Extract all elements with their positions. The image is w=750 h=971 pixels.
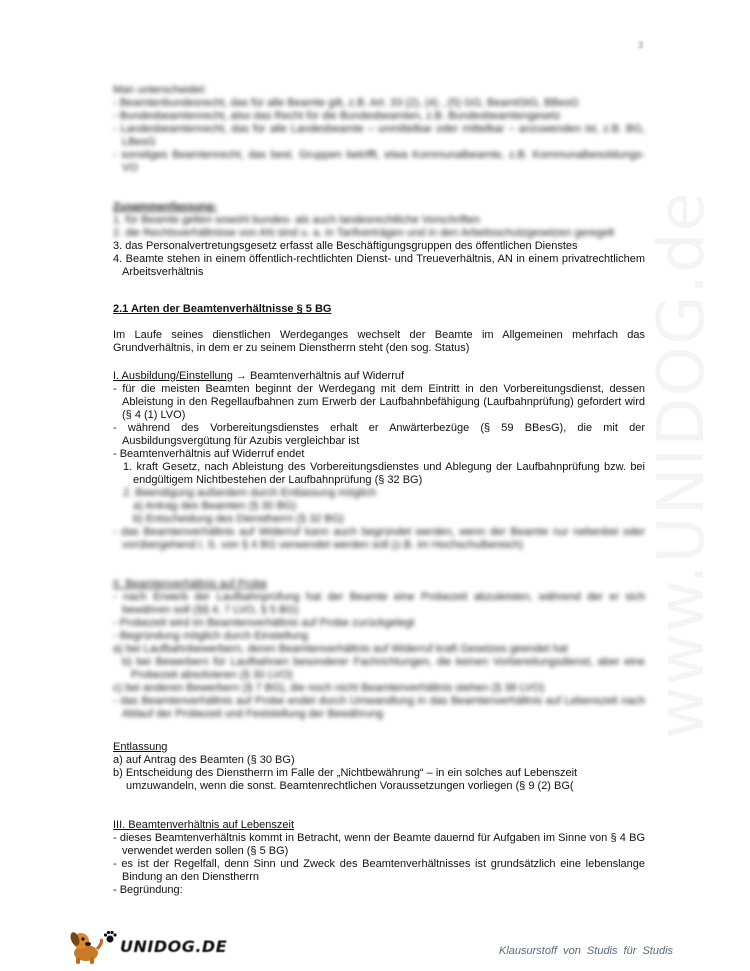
unidog-logo: [66, 926, 227, 966]
part2-item: b) bei Bewerbern für Laufbahnen besonderer Fachrichtungen, die keinen Vorbereitungsdienst, aber eine Probezeit absolvieren (§ 30 LVO): [122, 656, 645, 681]
part1-item: 2. Beendigung außerdem durch Entlassung möglich: [123, 487, 377, 499]
part2-item: a) bei Laufbahnbewerbern, deren Beamtenverhältnis auf Widerruf kraft Gesetzes geendet hat: [113, 643, 568, 655]
part2-heading: II. Beamtenverhältnis auf Probe: [113, 578, 268, 590]
intro-item: - Landesbeamtenrecht, das für alle Landesbeamte – unmittelbar oder mittelbar – anzuwenden ist, z.B. BG, LBesG: [113, 123, 645, 148]
summary-item: 2. die Rechtsverhältnisse von AN sind u. a. in Tarifverträgen und in den Arbeitsschutzgesetzen geregelt: [113, 227, 615, 239]
part1-item: b) Entscheidung des Dienstherrn (§ 32 BG): [133, 513, 344, 525]
summary-item: 4. Beamte stehen in einem öffentlich-rechtlichten Dienst- und Treueverhältnis, AN in einem privatrechtlichem Arbeitsverhältnis: [113, 253, 645, 278]
part3-heading: III. Beamtenverhältnis auf Lebenszeit: [113, 819, 294, 831]
intro-item: - Beamtenbundesrecht, das für alle Beamte gilt, z.B. Art. 33 (2), (4) , (5) GG, BeamtStG, BBesG: [113, 97, 579, 109]
paw-icon: [102, 929, 118, 945]
part1-heading-rest: → Beamtenverhältnis auf Widerruf: [232, 370, 405, 382]
part2-item: - das Beamtenverhältnis auf Probe endet durch Umwandlung in das Beamtenverhältnis auf Lebenszeit nach Ablauf der Probezeit und Feststellung der Bewährung: [113, 695, 645, 720]
part1-item: - für die meisten Beamten beginnt der Werdegang mit dem Eintritt in den Vorbereitungsdienst, dessen Ableistung in den Regellaufbahnen zum Erwerb der Laufbahnbefähigung (Laufbahnprüfung) gefordert wird (§ 4 (1) LVO): [113, 383, 645, 421]
dismissal-item: a) auf Antrag des Beamten (§ 30 BG): [113, 754, 295, 766]
part2-item: - Begründung möglich durch Einstellung: [113, 630, 309, 642]
summary-heading: Zusammenfassung:: [113, 201, 217, 213]
dismissal-item: b) Entscheidung des Dienstherrn im Falle der „Nichtbewährung“ – in ein solches auf Lebenszeit umzuwandeln, wenn die sonst. Beamtenrechtlichen Voraussetzungen vorliegen (§ 9 (2) BG(: [113, 767, 578, 792]
intro-item: - sonstiges Beamtenrecht, das best. Gruppen betrifft, etwa Kommunalbeamte, z.B. Kommunalbesoldungs-VO: [113, 149, 645, 174]
part1-item: - das Beamtenverhältnis auf Widerruf kann auch begründet werden, wenn der Beamte nur nebenbei oder vorübergehend i. S. von § 4 BG verwendet werden soll (z.B. im Hochschulbereich): [113, 526, 645, 551]
watermark-text: www.UNIDOG.de: [645, 191, 719, 739]
footer-tagline: Klausurstoff von Studis für Studis: [499, 945, 674, 957]
part1-heading: [113, 370, 645, 383]
intro-heading: Man unterscheidet:: [113, 84, 207, 96]
page-number: 3: [638, 40, 644, 50]
part1-item: - während des Vorbereitungsdienstes erhalt er Anwärterbezüge (§ 59 BBesG), die mit der Ausbildungsvergütung für Azubis vergleichbar ist: [113, 422, 645, 447]
part2-block: [113, 578, 645, 721]
part1-numbered-item: 1. kraft Gesetz, nach Ableistung des Vorbereitungsdienstes und Ablegung der Laufbahnprüfung bzw. bei endgültigem Nichtbestehen der Laufbahnprüfung (§ 32 BG): [123, 461, 645, 486]
document-body: [113, 84, 645, 897]
part3-item: - es ist der Regelfall, denn Sinn und Zweck des Beamtenverhältnisses ist grundsätzlich eine lebenslange Bindung an den Dienstherrn: [113, 858, 645, 883]
part1-item: - Beamtenverhältnis auf Widerruf endet: [113, 448, 305, 460]
section-heading: 2.1 Arten der Beamtenverhältnisse § 5 BG: [113, 303, 332, 315]
part3-item: - Begründung:: [113, 884, 183, 896]
part3-item: - dieses Beamtenverhältnis kommt in Betracht, wenn der Beamte dauernd für Aufgaben im Sinne von § 4 BG verwendet werden sollen (§ 5 BG): [113, 832, 645, 857]
summary-item: 3. das Personalvertretungsgesetz erfasst alle Beschäftigungsgruppen des öffentlichen Dienstes: [113, 240, 578, 252]
logo-text: UNIDOG.DE: [120, 936, 228, 956]
dog-icon: [66, 927, 106, 965]
summary-block: [113, 201, 645, 279]
part2-item: c) bei anderen Bewerbern (§ 7 BG), die noch nicht Beamtenverhältnis stehen (§ 38 LVO): [113, 682, 545, 694]
summary-item: 1. für Beamte gelten sowohl bundes- als auch landesrechtliche Vorschriften: [113, 214, 480, 226]
part1-blurred-block: [113, 487, 645, 552]
dismissal-heading: Entlassung: [113, 741, 168, 753]
section-intro: Im Laufe seines dienstlichen Werdeganges wechselt der Beamte im Allgemeinen mehrfach das Grundverhältnis, in dem er zu seinem Dienstherrn steht (den sog. Status): [113, 329, 645, 354]
watermark: [632, 191, 732, 739]
intro-item: - Bundesbeamtenrecht, also das Recht für die Bundesbeamten, z.B. Bundesbeamtengesetz: [113, 110, 561, 122]
part1-heading-label: I. Ausbildung/Einstellung: [113, 370, 233, 382]
part2-item: - Probezeit wird im Beamtenverhältnis auf Probe zurückgelegt: [113, 617, 415, 629]
intro-block: [113, 84, 645, 175]
part2-item: - nach Erwerb der Laufbahnprüfung hat der Beamte eine Probezeit abzuleisten, während der er sich bewähren soll (§§ 4, 7 LVO, § 5 BG): [113, 591, 645, 616]
part1-item: a) Antrag des Beamten (§ 30 BG): [133, 500, 297, 512]
